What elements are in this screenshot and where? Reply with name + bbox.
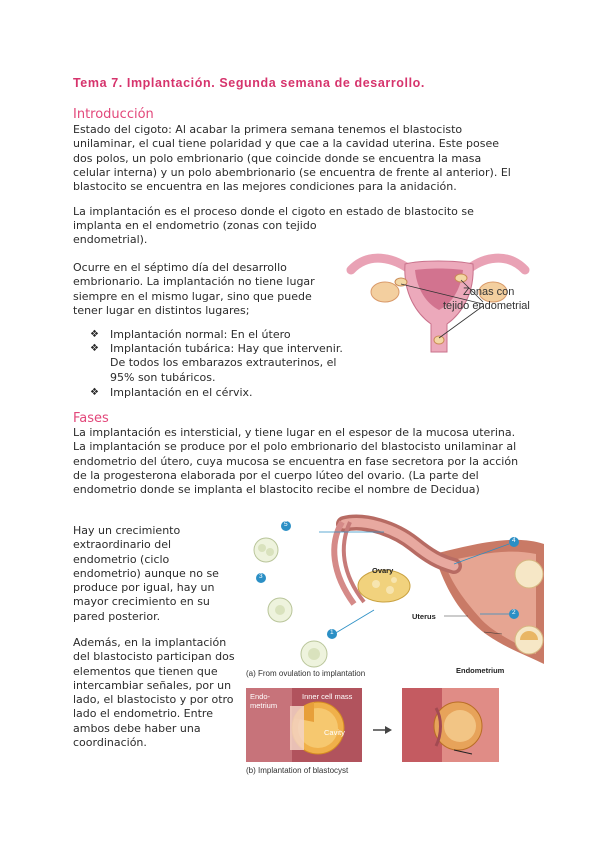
- caption-b: (b) Implantation of blastocyst: [246, 766, 349, 775]
- ovary-label: Ovary: [372, 566, 394, 575]
- fases-heading: Fases: [73, 411, 109, 426]
- list-item: ❖ Implantación normal: En el útero: [90, 328, 291, 341]
- intro-paragraph-1: Estado del cigoto: Al acabar la primera semana tenemos el blastocisto unilaminar, el cual tiene polaridad y que cae a la cavidad uterina. Este posee dos polos, un polo embrionario (que coincide donde se encuentra la masa celular interna) y un polo abembrionario (se encuentra de frente al anterior). El blastocito se encuentra en las mejores condiciones para la anidación.: [73, 123, 511, 194]
- intro-heading: Introducción: [73, 107, 154, 122]
- step-number: 4: [512, 537, 516, 544]
- arrow-icon: [373, 720, 393, 730]
- intro-paragraph-2-line-2: implanta en el endometrio (zonas con tejido endometrial).: [73, 219, 317, 247]
- intro-paragraph-3: Ocurre en el séptimo día del desarrollo embrionario. La implantación no tiene lugar siempre en el mismo lugar, sino que puede tener lugar en distintos lugares;: [73, 261, 315, 317]
- endometrium-label: Endometrium: [456, 666, 505, 675]
- implantation-diagram-b-right: [402, 688, 499, 762]
- uterus-label: Uterus: [412, 612, 436, 621]
- inner-cell-mass-label: Inner cell mass: [302, 692, 353, 701]
- figure-label-line-1: Zonas con: [463, 286, 515, 298]
- fases-paragraph-2: Hay un crecimiento extraordinario del endometrio (ciclo endometrio) aunque no se produce por igual, hay un mayor crecimiento en su pared posterior.: [73, 524, 219, 623]
- step-number: 5: [284, 521, 288, 528]
- intro-paragraph-2-line-1: La implantación es el proceso donde el cigoto en estado de blastocito se: [73, 205, 474, 218]
- bullet-icon: ❖: [90, 343, 99, 354]
- step-number: 3: [259, 573, 263, 580]
- step-number: 2: [512, 609, 516, 616]
- uterus-figure: [343, 242, 533, 358]
- bullet-icon: ❖: [90, 387, 99, 398]
- endometrium-label-line-2: metrium: [250, 701, 278, 710]
- endometrium-label-line-1: Endo-: [250, 692, 271, 701]
- ovulation-to-implantation-icon: [244, 514, 552, 684]
- fases-paragraph-3: Además, en la implantación del blastocisto participan dos elementos que tienen que intercambiar señales, por un lado, el blastocisto y por otro lado el endometrio. Entre ambos debe haber una coordinación.: [73, 636, 235, 750]
- step-number: 1: [330, 629, 334, 636]
- caption-a: (a) From ovulation to implantation: [246, 669, 366, 678]
- list-item: ❖ Implantación en el cérvix.: [90, 386, 253, 399]
- cavity-label: Cavity: [324, 728, 345, 737]
- figure-label-line-2: tejido endometrial: [443, 300, 530, 312]
- implantation-diagram-b-left: [246, 688, 362, 762]
- list-item: ❖ Implantación tubárica: Hay que intervenir. De todos los embarazos extrauterinos, el 95% son tubáricos.: [90, 342, 343, 384]
- bullet-icon: ❖: [90, 329, 99, 340]
- page-title: Tema 7. Implantación. Segunda semana de desarrollo.: [73, 76, 425, 90]
- implantation-diagram-a: [244, 514, 552, 684]
- fases-paragraph-1: La implantación es intersticial, y tiene lugar en el espesor de la mucosa uterina. La implantación se produce por el polo embrionario del blastocisto unilaminar al endometrio del útero, cuya mucosa se encuentra en fase secretora por la acción de la progesterona elaborada por el cuerpo lúteo del ovario. (La parte del endometrio donde se implanta el blastocito recibe el nombre de Decidua): [73, 426, 519, 497]
- embedded-blastocyst-icon: [402, 688, 499, 762]
